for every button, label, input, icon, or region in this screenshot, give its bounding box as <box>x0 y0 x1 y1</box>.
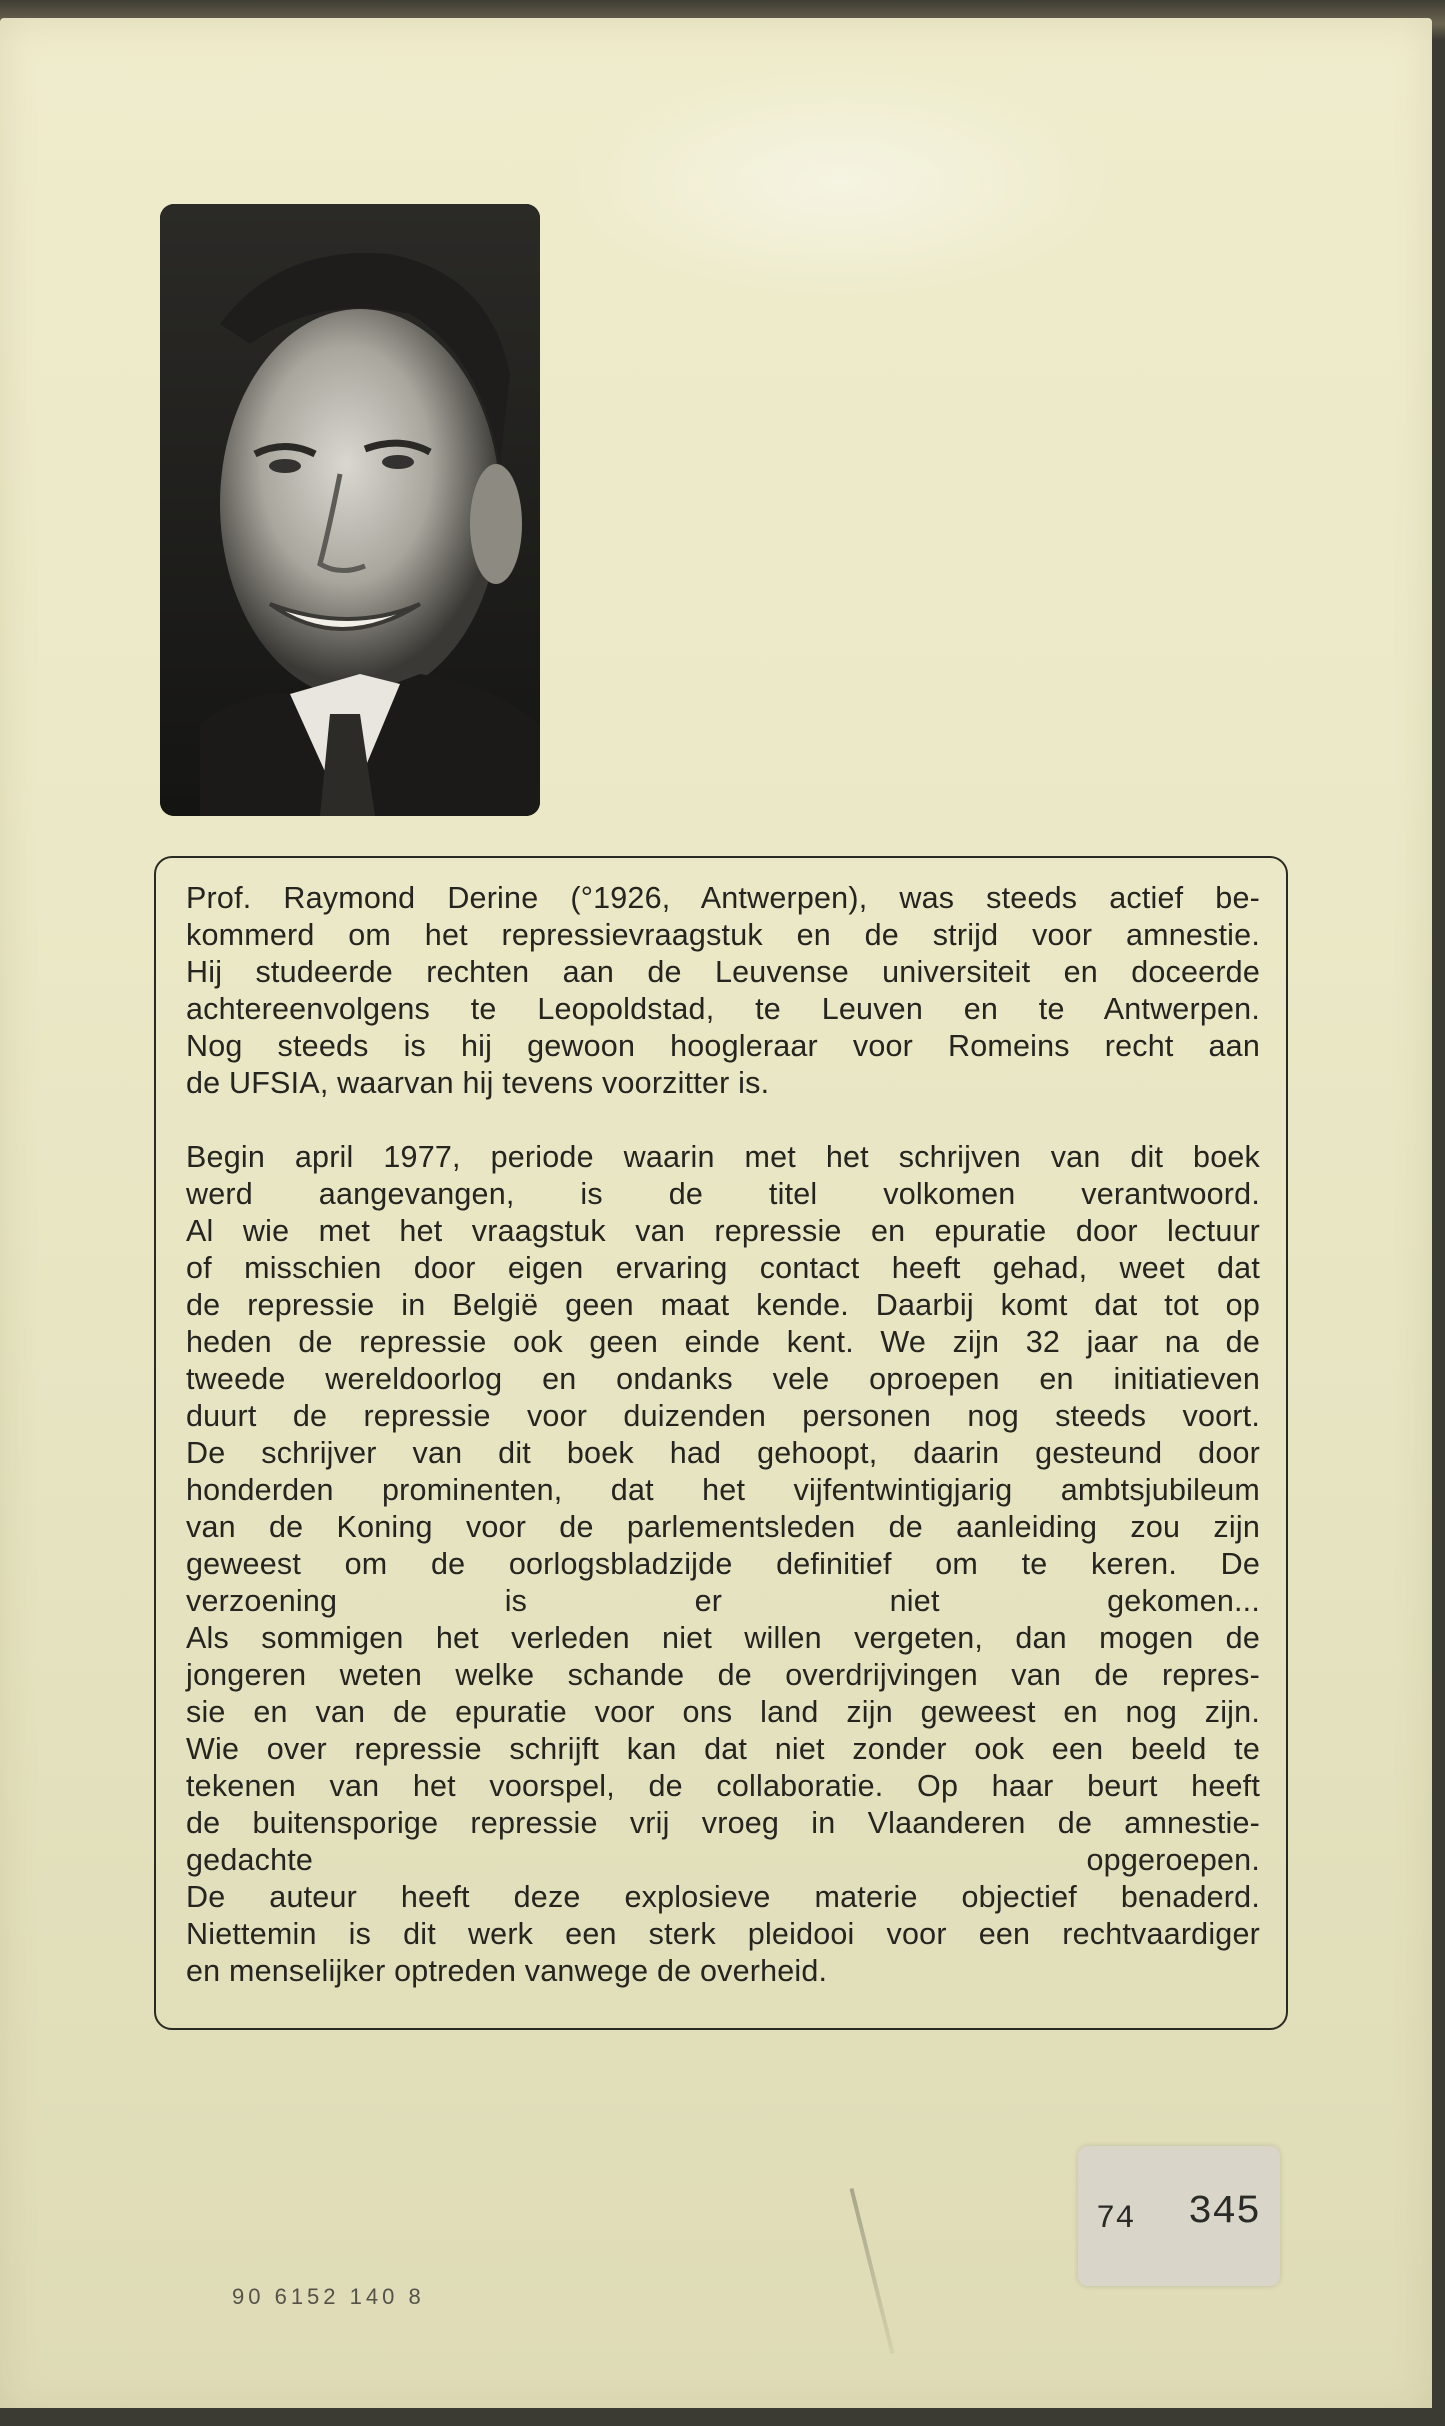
text-line: en menselijker optreden vanwege de overheid. <box>186 1954 828 1988</box>
text-line: Begin april 1977, periode waarin met het schrijven van dit boek <box>186 1140 1260 1174</box>
text-line: tweede wereldoorlog en ondanks vele oproepen en initiatieven <box>186 1362 1260 1396</box>
text-line: jongeren weten welke schande de overdrijvingen van de repres- <box>186 1658 1260 1692</box>
library-sticker <box>1078 2146 1280 2286</box>
text-line: de buitensporige repressie vrij vroeg in Vlaanderen de amnestie- <box>186 1806 1260 1840</box>
text-line: gedachte opgeroepen. <box>186 1843 1260 1877</box>
text-line: Prof. Raymond Derine (°1926, Antwerpen), was steeds actief be- <box>186 881 1260 915</box>
text-line: sie en van de epuratie voor ons land zijn geweest en nog zijn. <box>186 1695 1260 1729</box>
text-line: heden de repressie ook geen einde kent. We zijn 32 jaar na de <box>186 1325 1260 1359</box>
text-line: De schrijver van dit boek had gehoopt, daarin gesteund door <box>186 1436 1260 1470</box>
text-line: Als sommigen het verleden niet willen vergeten, dan mogen de <box>186 1621 1260 1655</box>
isbn-number: 90 6152 140 8 <box>232 2284 425 2309</box>
text-line: achtereenvolgens te Leopoldstad, te Leuven en te Antwerpen. <box>186 992 1260 1026</box>
text-line: duurt de repressie voor duizenden personen nog steeds voort. <box>186 1399 1260 1433</box>
text-line: van de Koning voor de parlementsleden de aanleiding zou zijn <box>186 1510 1260 1544</box>
text-line: geweest om de oorlogsbladzijde definitief om te keren. De <box>186 1547 1260 1581</box>
author-bio-textbox <box>154 856 1288 2030</box>
text-line: werd aangevangen, is de titel volkomen verantwoord. <box>186 1177 1260 1211</box>
sticker-number: 345 <box>1188 2190 1261 2235</box>
text-line: Al wie met het vraagstuk van repressie en epuratie door lectuur <box>186 1214 1260 1248</box>
sticker-code: 74 <box>1096 2200 1135 2237</box>
text-line: tekenen van het voorspel, de collaboratie. Op haar beurt heeft <box>186 1769 1260 1803</box>
text-line: de repressie in België geen maat kende. Daarbij komt dat tot op <box>186 1288 1260 1322</box>
bottom-edge <box>0 2408 1445 2426</box>
text-line: De auteur heeft deze explosieve materie objectief benaderd. <box>186 1880 1260 1914</box>
text-line: verzoening is er niet gekomen... <box>186 1584 1260 1618</box>
portrait-icon <box>160 204 540 816</box>
text-line: honderden prominenten, dat het vijfentwintigjarig ambtsjubileum <box>186 1473 1260 1507</box>
book-description-paragraph <box>186 1139 1260 1990</box>
author-portrait-photo <box>160 204 540 816</box>
text-line: de UFSIA, waarvan hij tevens voorzitter is. <box>186 1066 770 1100</box>
text-line: of misschien door eigen ervaring contact heeft gehad, weet dat <box>186 1251 1260 1285</box>
text-line: kommerd om het repressievraagstuk en de strijd voor amnestie. <box>186 918 1260 952</box>
text-line: Nog steeds is hij gewoon hoogleraar voor Romeins recht aan <box>186 1029 1260 1063</box>
plastic-glare <box>560 62 1120 302</box>
text-line: Niettemin is dit werk een sterk pleidooi voor een rechtvaardiger <box>186 1917 1260 1951</box>
text-line: Wie over repressie schrijft kan dat niet zonder ook een beeld te <box>186 1732 1260 1766</box>
author-bio-paragraph <box>186 880 1260 1102</box>
text-line: Hij studeerde rechten aan de Leuvense universiteit en doceerde <box>186 955 1260 989</box>
